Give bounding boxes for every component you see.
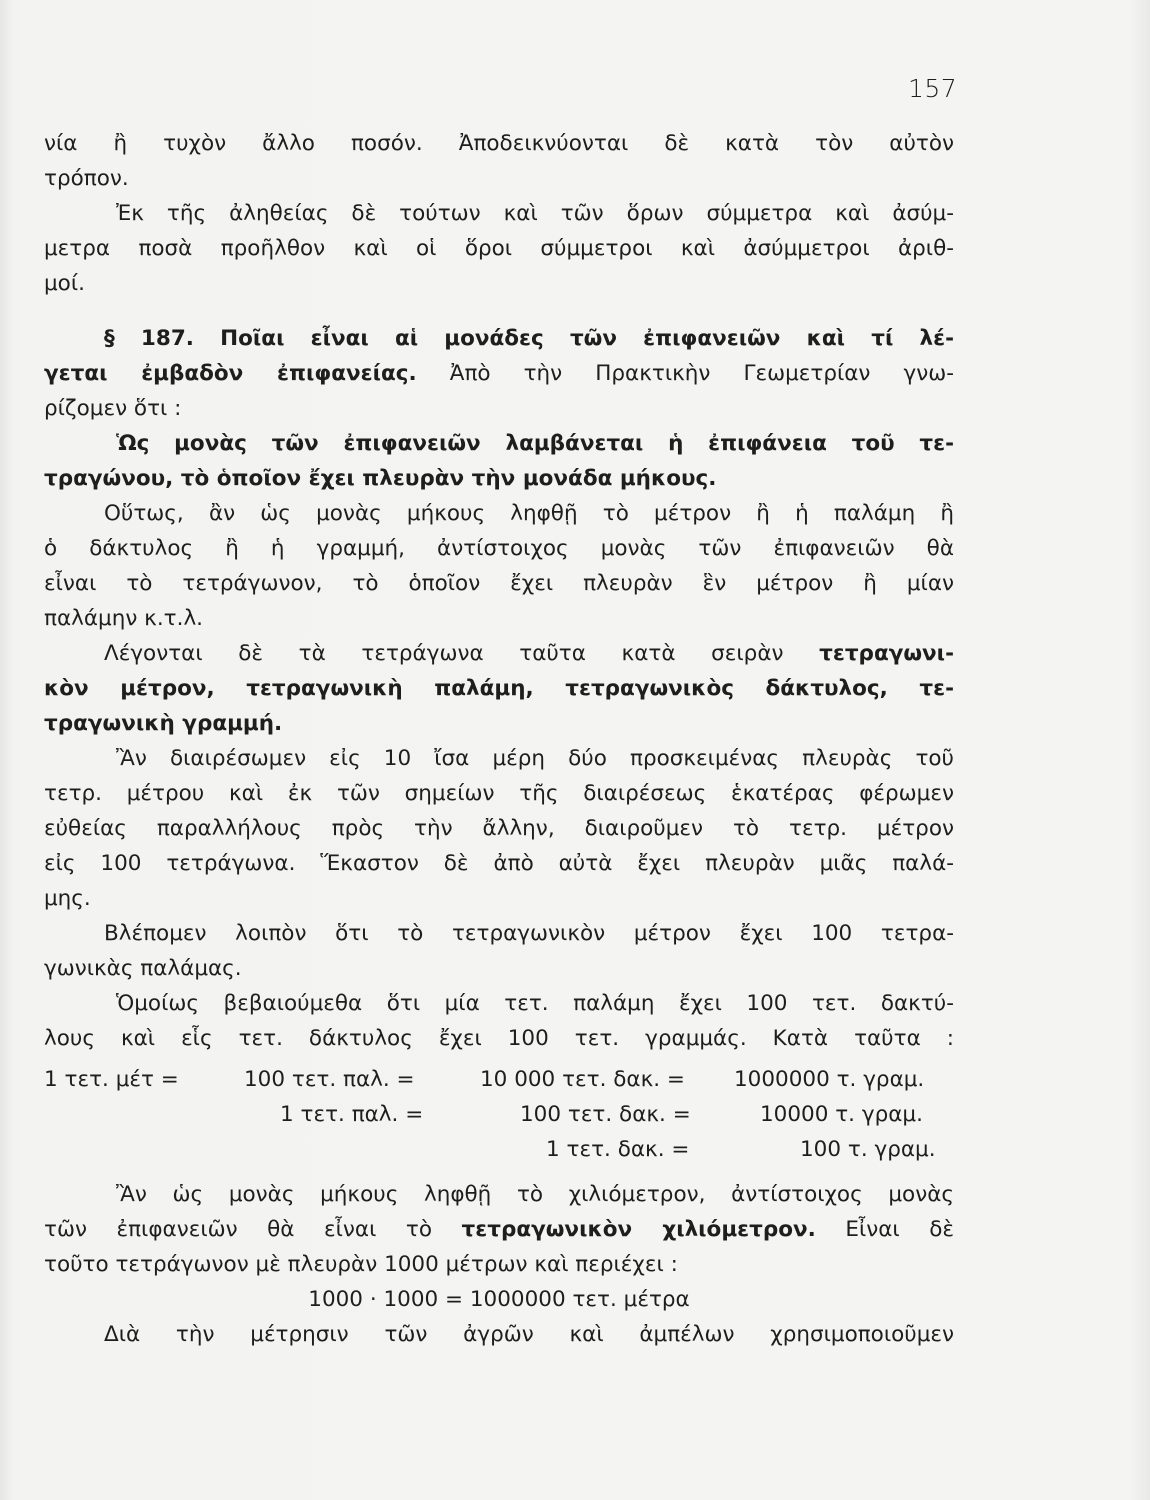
eq-term: 1 τετ. μέτ = xyxy=(44,1067,179,1092)
text-line xyxy=(44,636,954,671)
text-span: τῶν ἐπιφανειῶν θὰ εἶναι τὸ xyxy=(44,1217,462,1242)
text-line: νία ἢ τυχὸν ἄλλο ποσόν. Ἀποδεικνύονται δὲ κατὰ τὸν αὐτὸν xyxy=(44,131,954,156)
text-line: Ὁμοίως βεβαιούμεθα ὅτι μία τετ. παλάμη ἔχει 100 τετ. δακτύ- xyxy=(116,991,954,1016)
eq-term: 1 τετ. δακ. = xyxy=(546,1137,690,1162)
text-line: Οὕτως, ἂν ὡς μονὰς μήκους ληφθῇ τὸ μέτρον ἢ ἡ παλάμη ἢ xyxy=(104,501,954,526)
text-line xyxy=(44,1212,954,1247)
section-heading: § 187. Ποῖαι εἶναι αἱ μονάδες τῶν ἐπιφανειῶν καὶ τί λέ- xyxy=(104,326,954,351)
text-span: Εἶναι δὲ xyxy=(815,1217,954,1242)
text-line: ὁ δάκτυλος ἢ ἡ γραμμή, ἀντίστοιχος μονὰς τῶν ἐπιφανειῶν θὰ xyxy=(44,536,954,561)
text-line: ρίζομεν ὅτι : xyxy=(44,396,182,421)
eq-term: 1000000 τ. γραμ. xyxy=(734,1067,925,1092)
text-line: εἶναι τὸ τετράγωνον, τὸ ὁποῖον ἔχει πλευρὰν ἓν μέτρον ἢ μίαν xyxy=(44,571,954,596)
text-line: παλάμην κ.τ.λ. xyxy=(44,606,204,631)
text-line: εὐθείας παραλλήλους πρὸς τὴν ἄλλην, διαιροῦμεν τὸ τετρ. μέτρον xyxy=(44,816,954,841)
text-line: εἰς 100 τετράγωνα. Ἕκαστον δὲ ἀπὸ αὐτὰ ἔχει πλευρὰν μιᾶς παλά- xyxy=(44,851,954,876)
definition-line: τραγώνου, τὸ ὁποῖον ἔχει πλευρὰν τὴν μονάδα μήκους. xyxy=(44,466,717,491)
text-line: τετρ. μέτρου καὶ ἐκ τῶν σημείων τῆς διαιρέσεως ἑκατέρας φέρωμεν xyxy=(44,781,954,806)
text-line: λους καὶ εἷς τετ. δάκτυλος ἔχει 100 τετ. γραμμάς. Κατὰ ταῦτα : xyxy=(44,1026,954,1051)
body-text xyxy=(44,126,954,1352)
eq-term: 10 000 τετ. δακ. = xyxy=(480,1067,685,1092)
section-heading-end: γεται ἐμβαδὸν ἐπιφανείας. xyxy=(44,361,417,386)
text-span: Λέγονται δὲ τὰ τετράγωνα ταῦτα κατὰ σειρὰν xyxy=(104,641,820,666)
text-line: Διὰ τὴν μέτρησιν τῶν ἀγρῶν καὶ ἀμπέλων χρησιμοποιοῦμεν xyxy=(104,1322,954,1347)
text-line: μης. xyxy=(44,886,91,911)
text-line: Βλέπομεν λοιπὸν ὅτι τὸ τετραγωνικὸν μέτρον ἔχει 100 τετρα- xyxy=(104,921,954,946)
bold-term: τετραγωνι- xyxy=(819,641,954,666)
text-line: τρόπον. xyxy=(44,166,129,191)
text-line: μοί. xyxy=(44,271,85,296)
text-line: γωνικὰς παλάμας. xyxy=(44,956,242,981)
text-line: Ἂν ὡς μονὰς μήκους ληφθῇ τὸ χιλιόμετρον, ἀντίστοιχος μονὰς xyxy=(116,1182,954,1207)
bold-term-line: κὸν μέτρον, τετραγωνικὴ παλάμη, τετραγωνικὸς δάκτυλος, τε- xyxy=(44,676,954,701)
eq-term: 10000 τ. γραμ. xyxy=(760,1102,923,1127)
text-line: Ἂν διαιρέσωμεν εἰς 10 ἴσα μέρη δύο προσκειμένας πλευρὰς τοῦ xyxy=(116,746,954,771)
text-span: Ἀπὸ τὴν Πρακτικὴν Γεωμετρίαν γνω- xyxy=(416,361,955,386)
text-line: Ἐκ τῆς ἀληθείας δὲ τούτων καὶ τῶν ὅρων σύμμετρα καὶ ἀσύμ- xyxy=(116,201,954,226)
equation-row-3 xyxy=(44,1132,954,1167)
page-number: 157 xyxy=(908,74,958,103)
definition-line: Ὡς μονὰς τῶν ἐπιφανειῶν λαμβάνεται ἡ ἐπιφάνεια τοῦ τε- xyxy=(116,431,954,456)
equation-row-1 xyxy=(44,1062,954,1097)
bold-term-line: τραγωνικὴ γραμμή. xyxy=(44,711,283,736)
equation-line: 1000 · 1000 = 1000000 τετ. μέτρα xyxy=(308,1287,690,1312)
equation-row-2 xyxy=(44,1097,954,1132)
text-line: μετρα ποσὰ προῆλθον καὶ οἱ ὅροι σύμμετροι καὶ ἀσύμμετροι ἀριθ- xyxy=(44,236,954,261)
text-line xyxy=(44,356,954,391)
paragraph-gap xyxy=(44,1167,954,1177)
paragraph-gap xyxy=(44,301,954,321)
eq-term: 100 τετ. δακ. = xyxy=(520,1102,691,1127)
bold-term: τετραγωνικὸν χιλιόμετρον. xyxy=(461,1217,816,1242)
text-line: τοῦτο τετράγωνον μὲ πλευρὰν 1000 μέτρων καὶ περιέχει : xyxy=(44,1252,678,1277)
eq-term: 100 τ. γραμ. xyxy=(800,1137,936,1162)
eq-term: 100 τετ. παλ. = xyxy=(244,1067,415,1092)
eq-term: 1 τετ. παλ. = xyxy=(280,1102,424,1127)
